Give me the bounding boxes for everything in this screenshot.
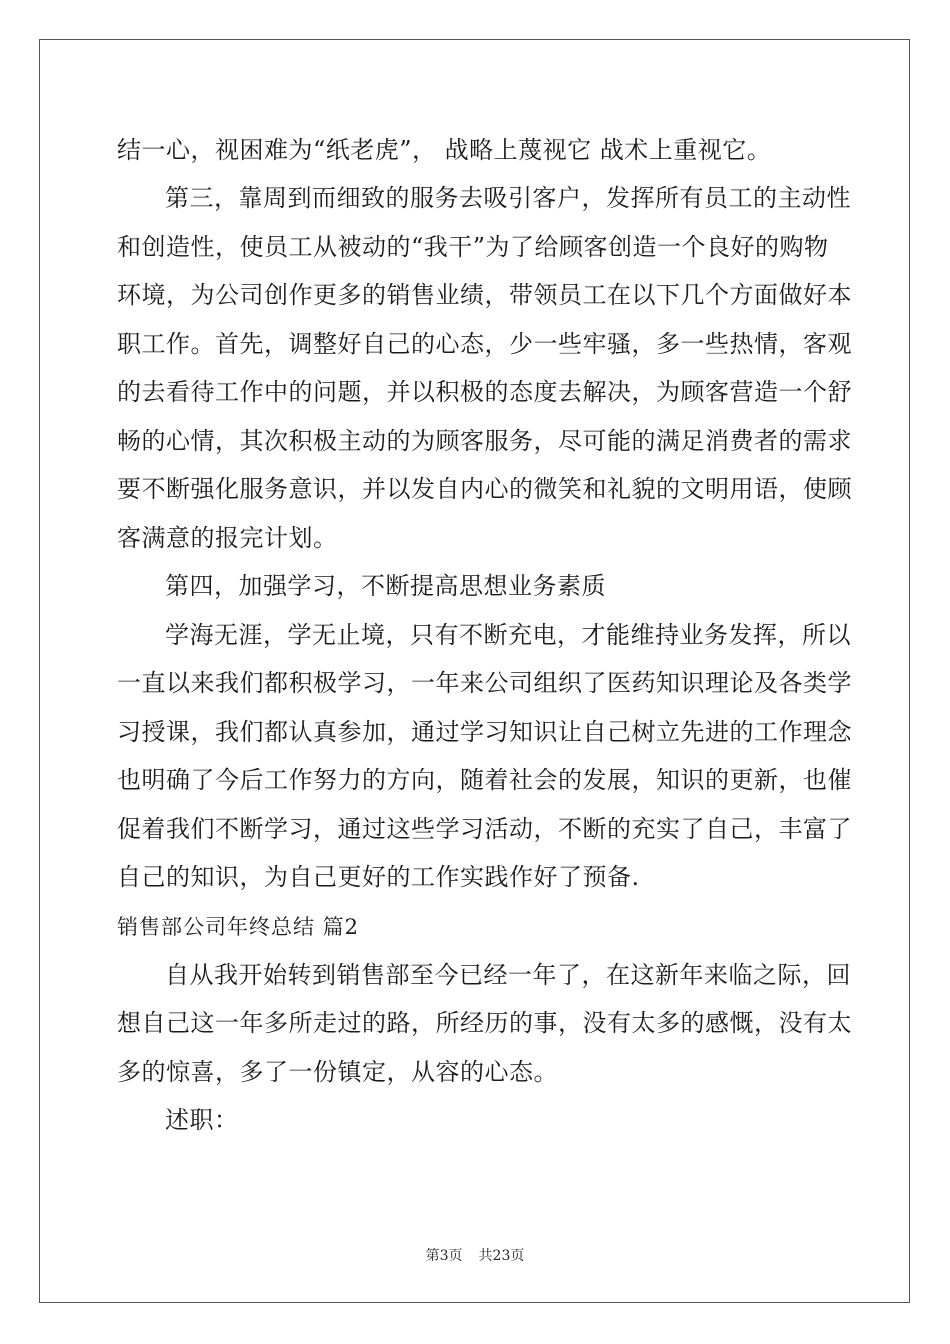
paragraph-line: 促着我们不断学习，通过这些学习活动，不断的充实了自己，丰富了 [117,815,852,843]
paragraph-line: 畅的心情，其次积极主动的为顾客服务，尽可能的满足消费者的需求 [117,427,852,455]
paragraph-line: 和创造性，使员工从被动的“我干”为了给顾客创造一个良好的购物 [117,233,829,261]
paragraph-line: 学海无涯，学无止境，只有不断充电，才能维持业务发挥，所以 [165,621,851,649]
paragraph-line: 述职： [165,1106,239,1134]
paragraph-line: 想自己这一年多所走过的路，所经历的事，没有太多的感慨，没有太 [117,1009,852,1037]
paragraph-line: 也明确了今后工作努力的方向，随着社会的发展，知识的更新，也催 [117,766,852,794]
page-footer [0,1247,950,1265]
paragraph-line: 多的惊喜，多了一份镇定，从容的心态。 [117,1058,558,1086]
paragraph-line: 环境，为公司创作更多的销售业绩，带领员工在以下几个方面做好本 [117,281,852,309]
page-total: 共23页 [478,1248,525,1264]
paragraph-line: 结一心，视困难为“纸老虎”， 战略上蔑视它 战术上重视它。 [117,136,772,164]
paragraph-line: 一直以来我们都积极学习，一年来公司组织了医药知识理论及各类学 [117,669,852,697]
paragraph-line: 自从我开始转到销售部至今已经一年了，在这新年来临之际，回 [165,961,851,989]
paragraph-line: 客满意的报完计划。 [117,524,338,552]
paragraph-line: 自己的知识，为自己更好的工作实践作好了预备. [117,863,640,891]
paragraph-line: 第三，靠周到而细致的服务去吸引客户，发挥所有员工的主动性 [165,184,851,212]
section-heading-line: 第四，加强学习，不断提高思想业务素质 [165,572,606,600]
paragraph-line: 习授课，我们都认真参加，通过学习知识让自己树立先进的工作理念 [117,718,852,746]
paragraph-line: 要不断强化服务意识，并以发自内心的微笑和礼貌的文明用语，使顾 [117,475,852,503]
article-title: 销售部公司年终总结 篇2 [117,915,360,939]
page-number: 第3页 [425,1248,463,1264]
paragraph-line: 的去看待工作中的问题，并以积极的态度去解决，为顾客营造一个舒 [117,378,852,406]
paragraph-line: 职工作。首先，调整好自己的心态，少一些牢骚，多一些热情，客观 [117,330,852,358]
